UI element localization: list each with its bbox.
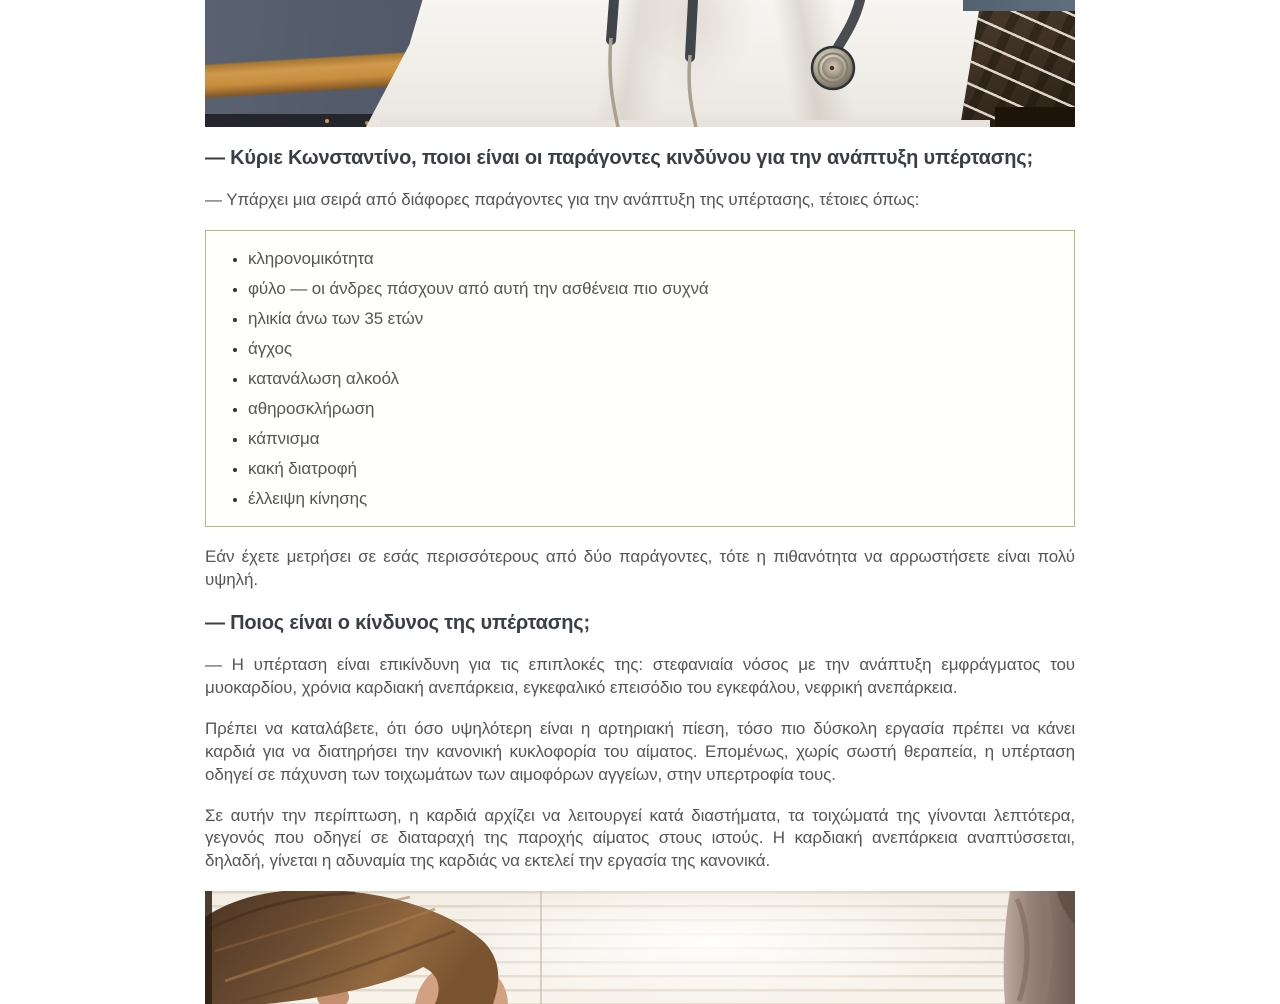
risk-factor-item: • κάπνισμα bbox=[248, 424, 1054, 454]
question-1-intro: — Υπάρχει μια σειρά από διάφορες παράγοντες για την ανάπτυξη της υπέρτασης, τέτοιες όπως: bbox=[205, 190, 920, 209]
risk-factor-item: • ηλικία άνω των 35 ετών bbox=[248, 304, 1054, 334]
article-content bbox=[205, 0, 1075, 1004]
risk-factor-item: • αθηροσκλήρωση bbox=[248, 394, 1054, 424]
stethoscope-icon bbox=[205, 0, 1075, 127]
risk-factor-item: • άγχος bbox=[248, 334, 1054, 364]
risk-factor-item: • έλλειψη κίνησης bbox=[248, 484, 1054, 514]
risk-factor-item: • φύλο — οι άνδρες πάσχουν από αυτή την ασθένεια πιο συχνά bbox=[248, 274, 1054, 304]
question-2-para-1: — Η υπέρταση είναι επικίνδυνη για τις επιπλοκές της: στεφανιαία νόσος με την ανάπτυξη εμφράγματος του μυοκαρδίου, χρόνια καρδιακή ανεπάρκεια, εγκεφαλικό επεισόδιο του εγκεφάλου, νεφρική ανεπάρκεια. bbox=[205, 654, 1075, 697]
question-2-heading: — Ποιος είναι ο κίνδυνος της υπέρτασης; bbox=[205, 611, 590, 634]
patient-figures bbox=[205, 891, 1075, 1004]
question-2-para-3: Σε αυτήν την περίπτωση, η καρδιά αρχίζει να λειτουργεί κατά διαστήματα, τα τοιχώματά της γίνονται λεπτότερα, γεγονός που οδηγεί σε διαταραχή της παροχής αίματος στους ιστούς. Η καρδιακή ανεπάρκεια αναπτύσσεται, δηλαδή, γίνεται η αδυναμία της καρδιάς να εκτελεί την εργασία της κανονικά. bbox=[205, 805, 1075, 871]
patient-photo bbox=[205, 891, 1075, 1004]
risk-factor-item: • κληρονομικότητα bbox=[248, 244, 1054, 274]
risk-factor-item: • κατανάλωση αλκοόλ bbox=[248, 364, 1054, 394]
question-1-heading: — Κύριε Κωνσταντίνο, ποιοι είναι οι παράγοντες κινδύνου για την ανάπτυξη υπέρτασης; bbox=[205, 147, 1033, 169]
risk-factor-item: • κακή διατροφή bbox=[248, 454, 1054, 484]
question-1-note: Εάν έχετε μετρήσει σε εσάς περισσότερους από δύο παράγοντες, τότε η πιθανότητα να αρρωστήσετε είναι πολύ υψηλή. bbox=[205, 546, 1075, 589]
risk-factors-list bbox=[220, 244, 1054, 514]
question-2-para-2: Πρέπει να καταλάβετε, ότι όσο υψηλότερη είναι η αρτηριακή πίεση, τόσο πιο δύσκολη εργασία πρέπει να κάνει καρδιά για να διατηρήσει την κανονική κυκλοφορία του αίματος. Επομένως, χωρίς σωστή θεραπεία, η υπέρταση οδηγεί σε πάχυνση των τοιχωμάτων των αιμοφόρων αγγείων, στην υπερτροφία τους. bbox=[205, 718, 1075, 784]
risk-factors-box bbox=[205, 230, 1075, 527]
doctor-photo bbox=[205, 0, 1075, 127]
